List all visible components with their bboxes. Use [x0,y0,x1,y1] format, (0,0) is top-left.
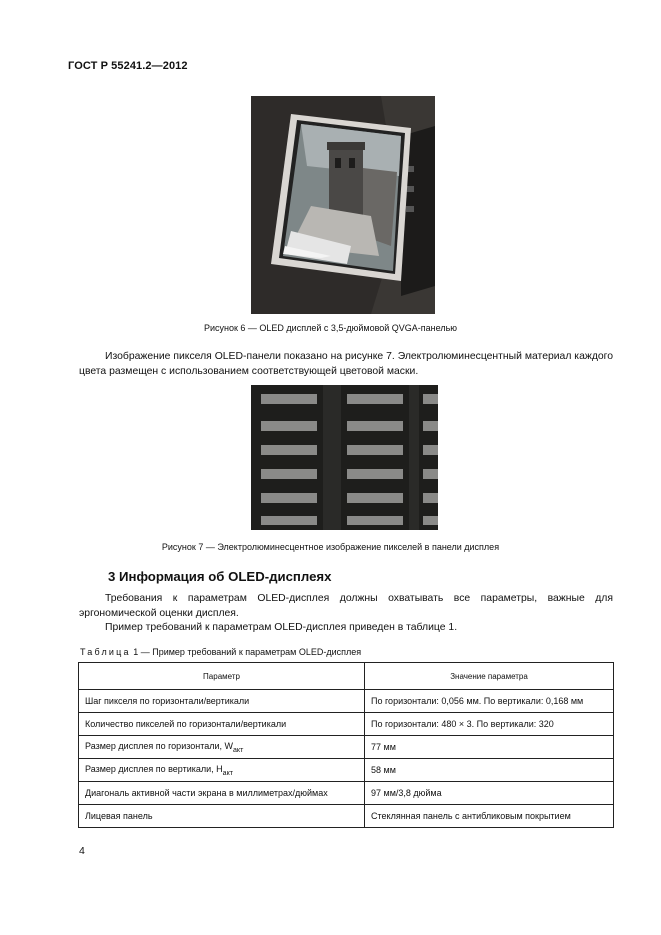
table-row [79,736,614,759]
param-cell: Лицевая панель [79,805,365,828]
requirements-table [78,662,614,828]
table-row [79,690,614,713]
table-caption-text: 1 — Пример требований к параметрам OLED-дисплея [133,647,362,657]
param-subscript: акт [233,746,244,754]
table-header-row [79,663,614,690]
value-cell: По горизонтали: 480 × 3. По вертикали: 320 [365,713,614,736]
param-text: Размер дисплея по горизонтали, W [85,740,234,751]
param-cell [79,759,365,782]
value-cell: По горизонтали: 0,056 мм. По вертикали: 0,168 мм [365,690,614,713]
param-text: Размер дисплея по вертикали, H [85,763,223,774]
table-row [79,713,614,736]
figure-6-caption: Рисунок 6 — OLED дисплей с 3,5-дюймовой QVGA-панелью [203,323,458,333]
document-header: ГОСТ Р 55241.2—2012 [68,60,188,72]
param-cell: Диагональ активной части экрана в миллиметрах/дюймах [79,782,365,805]
param-subscript: акт [222,769,233,777]
value-cell: 58 мм [365,759,614,782]
header-parameter: Параметр [79,663,365,690]
section-title: 3 Информация об OLED-дисплеях [108,569,332,584]
paragraph-pixel-image: Изображение пикселя OLED-панели показано на рисунке 7. Электролюминесцентный материал каждого цвета размещен с использованием соответствующей цветовой маски. [79,351,613,377]
value-cell: 97 мм/3,8 дюйма [365,782,614,805]
table-row [79,805,614,828]
table-caption [80,647,361,657]
figure-7-caption: Рисунок 7 — Электролюминесцентное изображение пикселей в панели дисплея [161,542,500,552]
param-cell: Шаг пикселя по горизонтали/вертикали [79,690,365,713]
param-cell: Количество пикселей по горизонтали/вертикали [79,713,365,736]
page-number: 4 [79,845,85,857]
pixel-grid-image [251,385,438,530]
table-caption-label: Таблица [80,647,131,657]
section-paragraph-2: Пример требований к параметрам OLED-дисплея приведен в таблице 1. [105,622,458,633]
table-row [79,759,614,782]
table-row [79,782,614,805]
value-cell: 77 мм [365,736,614,759]
value-cell: Стеклянная панель с антибликовым покрытием [365,805,614,828]
section-paragraph-1: Требования к параметрам OLED-дисплея должны охватывать все параметры, важные для эргономической оценки дисплея. [79,593,613,619]
oled-display-photo [251,96,435,314]
param-cell [79,736,365,759]
header-value: Значение параметра [365,663,614,690]
